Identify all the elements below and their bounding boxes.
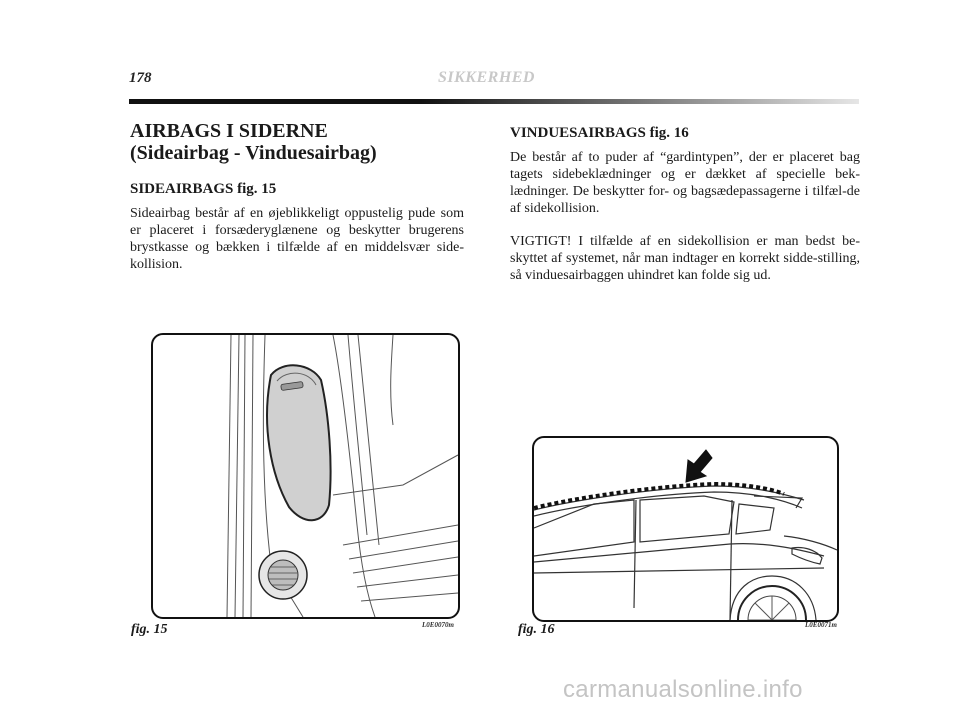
car-window-airbag-illustration-icon — [534, 438, 837, 620]
right-column — [510, 124, 860, 300]
figure-16-label: fig. 16 — [518, 622, 555, 637]
watermark: carmanualsonline.info — [563, 676, 803, 703]
figure-16-code: L0E0071m — [805, 621, 837, 629]
seat-side-airbag-illustration-icon — [153, 335, 458, 617]
main-heading-line1: AIRBAGS I SIDERNE — [130, 120, 328, 142]
window-airbags-subheading: VINDUESAIRBAGS fig. 16 — [510, 125, 689, 141]
page-number: 178 — [129, 70, 152, 86]
side-airbags-paragraph: Sideairbag består af en øjeblikkeligt oppustelig pude som er placeret i forsæderyglænene og beskytter brugerens brystkasse og bækken i tilfælde af en middelsvær side-kollision. — [130, 206, 464, 272]
important-note-paragraph: VIGTIGT! I tilfælde af en sidekollision er man bedst be-skyttet af systemet, når man indtager en korrekt sidde-stilling, så vinduesairbaggen uhindret kan folde sig ud. — [510, 234, 860, 283]
figure-15-code: L0E0070m — [422, 621, 454, 629]
figure-15 — [151, 333, 460, 619]
header-rule — [129, 99, 859, 104]
main-heading — [130, 120, 464, 164]
figure-15-label: fig. 15 — [131, 622, 168, 637]
left-column — [130, 120, 464, 289]
window-airbags-paragraph: De består af to puder af “gardintypen”, der er placeret bag tagets sidebeklædninger og er dækket af specielle bek-lædninger. De beskytter for- og bagsædepassagerne i tilfæl-de af sidekollision. — [510, 150, 860, 216]
figure-16 — [532, 436, 839, 622]
main-heading-line2: (Sideairbag - Vinduesairbag) — [130, 142, 377, 164]
section-title: SIKKERHED — [438, 69, 535, 86]
side-airbags-subheading: SIDEAIRBAGS fig. 15 — [130, 181, 277, 197]
